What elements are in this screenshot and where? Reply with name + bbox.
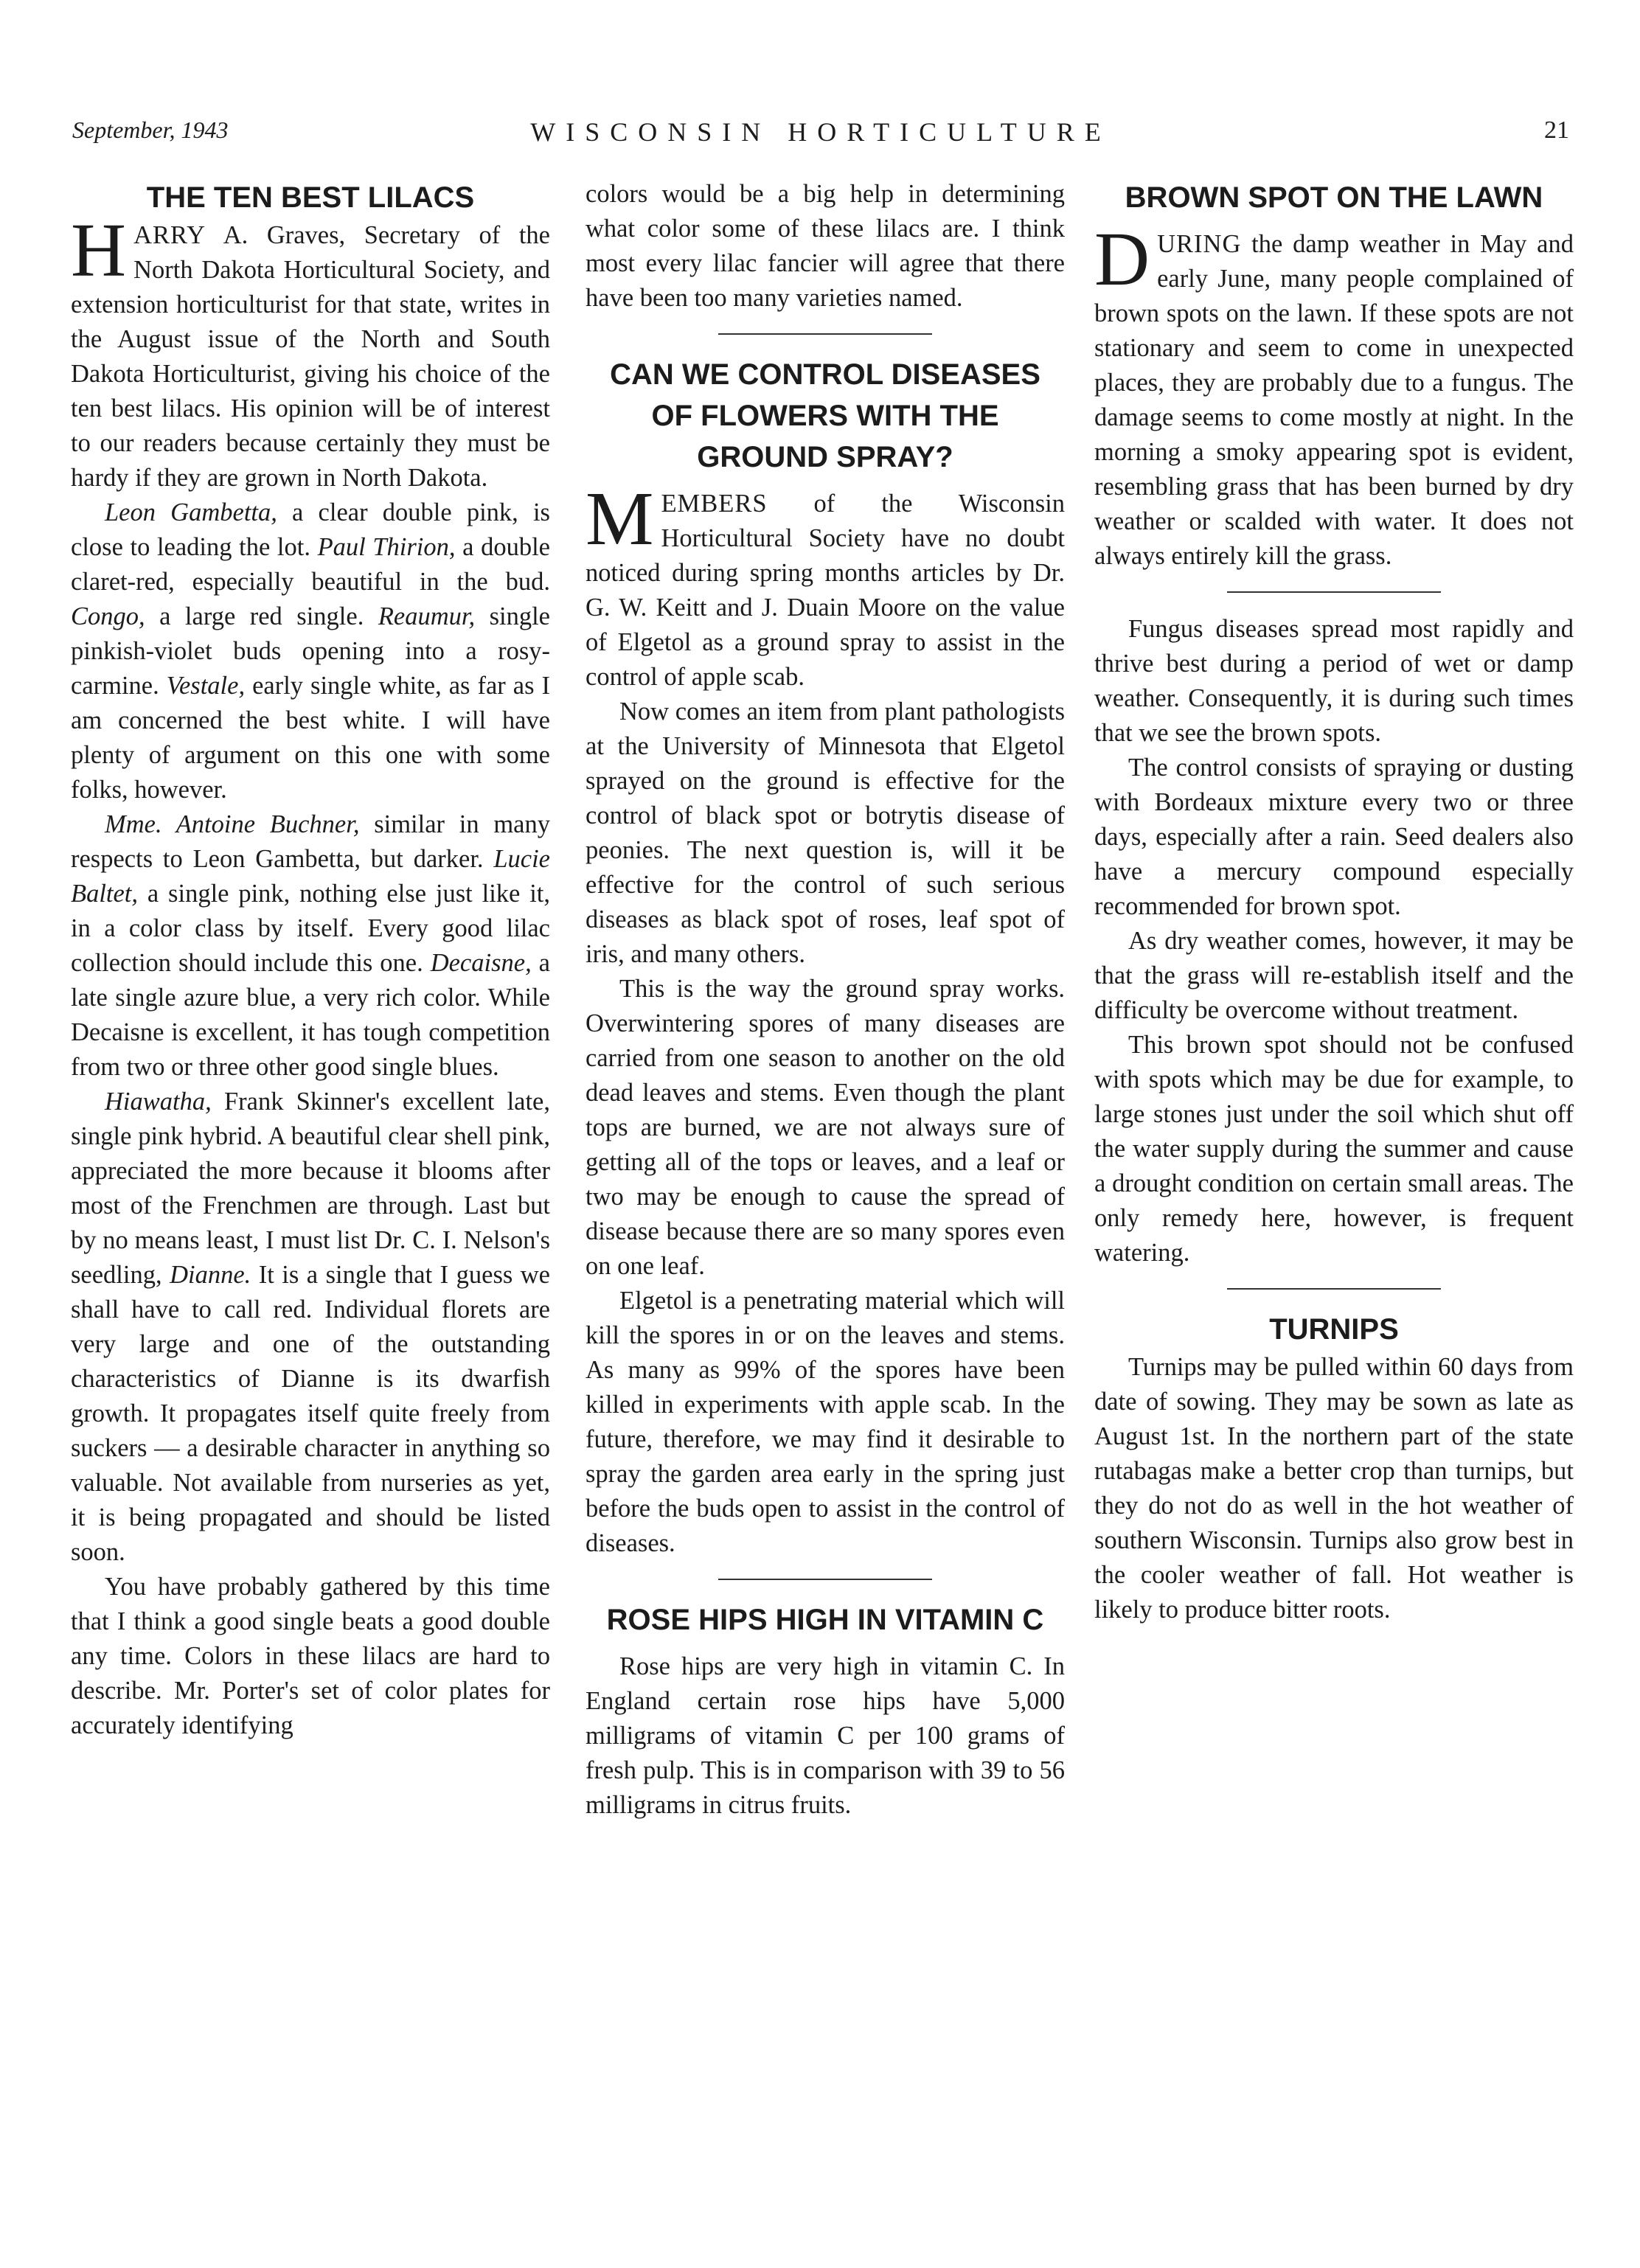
lead-word: URING bbox=[1157, 230, 1242, 258]
paragraph: HARRY A. Graves, Secretary of the North Dakota Horticultural Society, and extension horticulturist for that state, writes in the August issue of the North and South Dakota Horticulturist, giving his choice of the ten best lilacs. His opinion will be of interest to our readers because certainly they must be hardy if they are grown in North Dakota. bbox=[71, 208, 550, 492]
article-ten-best-lilacs bbox=[71, 177, 550, 1743]
paragraph: colors would be a big help in determining what color some of these lilacs are. I think most every lilac fancier will agree that there have been too many varieties named. bbox=[586, 180, 1065, 312]
section-divider bbox=[718, 333, 932, 335]
article-flower-diseases bbox=[586, 354, 1065, 1561]
column-3 bbox=[1094, 177, 1574, 1627]
paragraph: DURING the damp weather in May and early June, many people complained of brown spots on the lawn. If these spots are not stationary and seem to come in unexpected places, they are probably due to a fungus. The damage seems to come mostly at night. In the morning a smoky appearing spot is evident, resembling grass that has been burned by dry weather or scalded with water. It does not always entirely kill the grass. bbox=[1094, 217, 1574, 570]
article-turnips bbox=[1094, 1309, 1574, 1627]
article-brown-spot bbox=[1094, 177, 1574, 1270]
article-title: TURNIPS bbox=[1269, 1313, 1399, 1346]
paragraph: Mme. Antoine Buchner, similar in many respects to Leon Gambetta, but darker. Lucie Baltet, a single pink, nothing else just like it, in a color class by itself. Every good lilac collection should include this one. Decaisne, a late single azure blue, a very rich color. While Decaisne is excellent, it has tough competition from two or three other good single blues. bbox=[71, 810, 550, 1081]
paragraph: This brown spot should not be confused with spots which may be due for example, to large stones just under the soil which shut off the water supply during the summer and cause a drought condition on certain small areas. The only remedy here, however, is frequent watering. bbox=[1094, 1031, 1574, 1267]
publication-title: WISCONSIN HORTICULTURE bbox=[530, 117, 1111, 147]
paragraph: As dry weather comes, however, it may be that the grass will re-establish itself and the difficulty be overcome without treatment. bbox=[1094, 927, 1574, 1024]
drop-cap: M bbox=[586, 476, 654, 561]
paragraph: Hiawatha, Frank Skinner's excellent late, single pink hybrid. A beautiful clear shell pink, appreciated the more because it blooms after most of the Frenchmen are through. Last but by no means least, I must list Dr. C. I. Nelson's seedling, Dianne. It is a single that I guess we shall have to call red. Individual florets are very large and one of the outstanding characteristics of Dianne is its dwarfish growth. It propagates itself quite freely from suckers — a desirable character in anything so valuable. Not available from nurseries as yet, it is being propagated and should be listed soon. bbox=[71, 1088, 550, 1566]
drop-cap: H bbox=[71, 208, 127, 293]
section-divider bbox=[1227, 591, 1441, 593]
column-2 bbox=[586, 177, 1065, 1823]
drop-cap: D bbox=[1094, 217, 1150, 302]
paragraph: This is the way the ground spray works. Overwintering spores of many diseases are carried from one season to another on the old dead leaves and stems. Even though the plant tops are burned, we are not always sure of getting all of the tops or leaves, and a leaf or two may be enough to cause the spread of disease because there are so many spores even on one leaf. bbox=[586, 975, 1065, 1280]
paragraph: You have probably gathered by this time that I think a good single beats a good double any time. Colors in these lilacs are hard to describe. Mr. Porter's set of color plates for accurately identifying bbox=[71, 1573, 550, 1739]
article-rose-hips bbox=[586, 1599, 1065, 1823]
paragraph: Elgetol is a penetrating material which will kill the spores in or on the leaves and stems. As many as 99% of the spores have been killed in experiments with apple scab. In the future, therefore, we may find it desirable to spray the garden area early in the spring just before the buds open to assist in the control of diseases. bbox=[586, 1287, 1065, 1557]
paragraph: Now comes an item from plant pathologists at the University of Minnesota that Elgetol sprayed on the ground is effective for the control of black spot or botrytis disease of peonies. The next question is, will it be effective for the control of such serious diseases as black spot of roses, leaf spot of iris, and many others. bbox=[586, 698, 1065, 968]
issue-date: September, 1943 bbox=[72, 116, 229, 143]
lead-word: EMBERS bbox=[661, 490, 768, 518]
paragraph: Leon Gambetta, a clear double pink, is close to leading the lot. Paul Thirion, a double claret-red, especially beautiful in the bud. Congo, a large red single. Reaumur, single pinkish-violet buds opening into a rosy-carmine. Vestale, early single white, as far as I am concerned the best white. I will have plenty of argument on this one with some folks, however. bbox=[71, 498, 550, 804]
section-divider bbox=[1227, 1288, 1441, 1290]
page-header bbox=[72, 116, 1569, 161]
article-title: CAN WE CONTROL DISEASES OF FLOWERS WITH THE GROUND SPRAY? bbox=[610, 358, 1040, 473]
paragraph: MEMBERS of the Wisconsin Horticultural Society have no doubt noticed during spring months articles by Dr. G. W. Keitt and J. Duain Moore on the value of Elgetol as a ground spray to assist in the control of apple scab. bbox=[586, 476, 1065, 691]
article-title: ROSE HIPS HIGH IN VITAMIN C bbox=[606, 1604, 1044, 1636]
paragraph: Fungus diseases spread most rapidly and thrive best during a period of wet or damp weather. Consequently, it is during such times that we see the brown spots. bbox=[1094, 615, 1574, 747]
paragraph: The control consists of spraying or dusting with Bordeaux mixture every two or three days, especially after a rain. Seed dealers also have a mercury compound especially recommended for brown spot. bbox=[1094, 754, 1574, 920]
page-number: 21 bbox=[1544, 116, 1569, 144]
article-title: BROWN SPOT ON THE LAWN bbox=[1125, 181, 1543, 214]
section-divider bbox=[718, 1579, 932, 1580]
paragraph: Rose hips are very high in vitamin C. In England certain rose hips have 5,000 milligrams of vitamin C per 100 grams of fresh pulp. This is in comparison with 39 to 56 milligrams in citrus fruits. bbox=[586, 1652, 1065, 1819]
paragraph: Turnips may be pulled within 60 days from date of sowing. They may be sown as late as August 1st. In the northern part of the state rutabagas make a better crop than turnips, but they do not do as well in the hot weather of southern Wisconsin. Turnips also grow best in the cooler weather of fall. Hot weather is likely to produce bitter roots. bbox=[1094, 1353, 1574, 1624]
article-title: THE TEN BEST LILACS bbox=[146, 181, 475, 214]
lead-word: ARRY bbox=[133, 221, 206, 249]
column-1 bbox=[71, 177, 550, 1743]
